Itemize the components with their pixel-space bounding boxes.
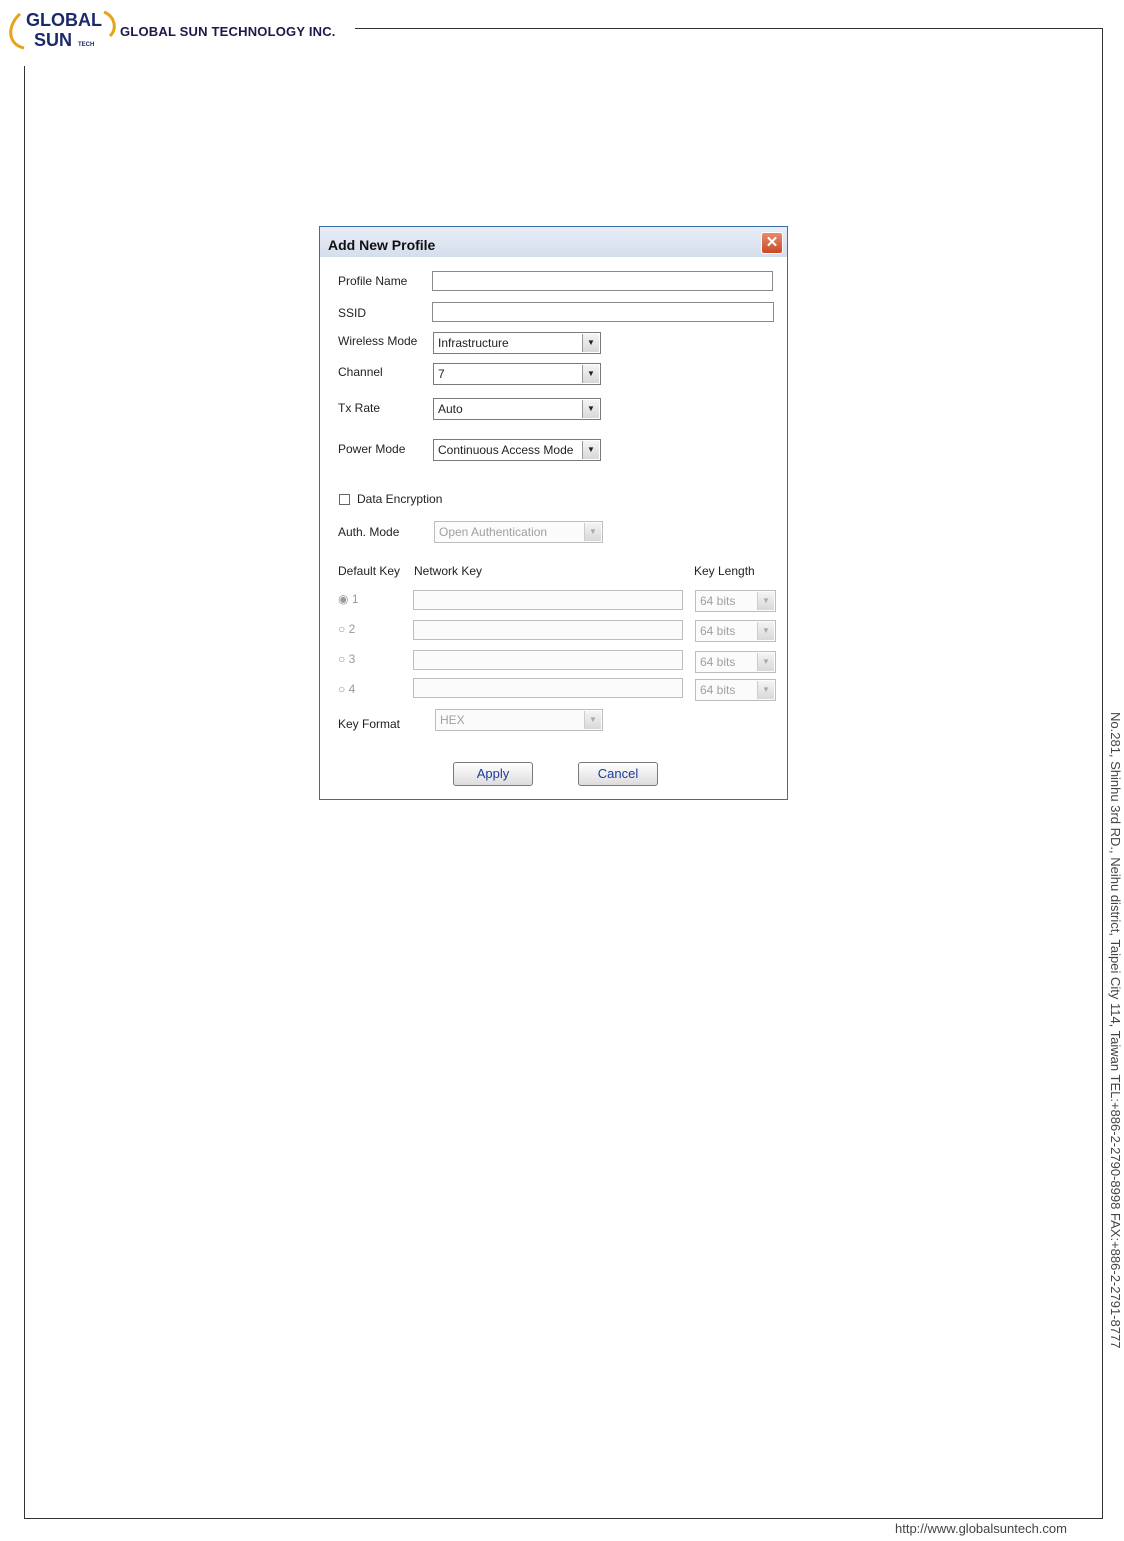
key-length-header: Key Length bbox=[694, 564, 755, 578]
key-length-select-1[interactable] bbox=[695, 590, 776, 612]
power-mode-label: Power Mode bbox=[338, 442, 406, 456]
radio-unselected-icon: ○ bbox=[338, 682, 346, 696]
default-key-radio-2[interactable] bbox=[338, 622, 355, 636]
apply-button[interactable]: Apply bbox=[453, 762, 533, 786]
key-length-value: 64 bits bbox=[700, 655, 736, 669]
channel-value: 7 bbox=[438, 367, 445, 381]
tx-rate-label: Tx Rate bbox=[338, 401, 381, 415]
channel-label: Channel bbox=[338, 365, 383, 379]
page-border-top bbox=[355, 28, 1103, 29]
profile-name-label: Profile Name bbox=[338, 274, 408, 288]
power-mode-value: Continuous Access Mode bbox=[438, 443, 574, 457]
chevron-down-icon: ▼ bbox=[757, 622, 774, 640]
network-key-input-1[interactable] bbox=[413, 590, 683, 610]
default-key-radio-1[interactable] bbox=[338, 592, 359, 606]
company-website: http://www.globalsuntech.com bbox=[895, 1521, 1067, 1536]
page-border-bottom bbox=[24, 1518, 1103, 1519]
chevron-down-icon: ▼ bbox=[584, 523, 601, 541]
tx-rate-value: Auto bbox=[438, 402, 463, 416]
channel-select[interactable] bbox=[433, 363, 601, 385]
page-border-right bbox=[1102, 28, 1103, 1518]
auth-mode-value: Open Authentication bbox=[439, 525, 548, 539]
data-encryption-label: Data Encryption bbox=[357, 492, 443, 506]
network-key-input-3[interactable] bbox=[413, 650, 683, 670]
key-length-select-4[interactable] bbox=[695, 679, 776, 701]
radio-unselected-icon: ○ bbox=[338, 652, 346, 666]
svg-text:TECH: TECH bbox=[78, 42, 95, 48]
network-key-input-4[interactable] bbox=[413, 678, 683, 698]
network-key-input-2[interactable] bbox=[413, 620, 683, 640]
key-format-select[interactable] bbox=[435, 709, 603, 731]
chevron-down-icon: ▼ bbox=[584, 711, 601, 729]
default-key-radio-3[interactable] bbox=[338, 652, 355, 666]
chevron-down-icon: ▼ bbox=[757, 592, 774, 610]
wireless-mode-value: Infrastructure bbox=[438, 336, 509, 350]
svg-text:GLOBAL: GLOBAL bbox=[26, 10, 102, 30]
key-length-select-3[interactable] bbox=[695, 651, 776, 673]
key-length-select-2[interactable] bbox=[695, 620, 776, 642]
auth-mode-label: Auth. Mode bbox=[338, 525, 400, 539]
key-length-value: 64 bits bbox=[700, 624, 736, 638]
svg-text:SUN: SUN bbox=[34, 30, 73, 50]
close-button[interactable] bbox=[761, 232, 783, 254]
tx-rate-select[interactable] bbox=[433, 398, 601, 420]
radio-unselected-icon: ○ bbox=[338, 622, 346, 636]
profile-name-input[interactable] bbox=[432, 271, 773, 291]
page-border-left bbox=[24, 66, 25, 1518]
cancel-button[interactable]: Cancel bbox=[578, 762, 658, 786]
close-icon: ✕ bbox=[765, 234, 779, 251]
ssid-input[interactable] bbox=[432, 302, 774, 322]
key-length-value: 64 bits bbox=[700, 683, 736, 697]
chevron-down-icon: ▼ bbox=[757, 681, 774, 699]
default-key-index: 2 bbox=[348, 622, 356, 636]
global-sun-logo bbox=[6, 4, 118, 56]
default-key-radio-4[interactable] bbox=[338, 682, 355, 696]
chevron-down-icon: ▼ bbox=[582, 400, 599, 418]
company-name: GLOBAL SUN TECHNOLOGY INC. bbox=[120, 24, 336, 39]
wireless-mode-label: Wireless Mode bbox=[338, 334, 418, 348]
auth-mode-select[interactable] bbox=[434, 521, 603, 543]
default-key-index: 3 bbox=[348, 652, 356, 666]
network-key-header: Network Key bbox=[414, 564, 483, 578]
chevron-down-icon: ▼ bbox=[582, 334, 599, 352]
default-key-index: 1 bbox=[351, 592, 359, 606]
radio-selected-icon: ◉ bbox=[338, 592, 349, 606]
key-format-value: HEX bbox=[440, 713, 465, 727]
wireless-mode-select[interactable] bbox=[433, 332, 601, 354]
key-format-label: Key Format bbox=[338, 717, 401, 731]
ssid-label: SSID bbox=[338, 306, 367, 320]
chevron-down-icon: ▼ bbox=[582, 365, 599, 383]
chevron-down-icon: ▼ bbox=[582, 441, 599, 459]
key-length-value: 64 bits bbox=[700, 594, 736, 608]
data-encryption-checkbox[interactable] bbox=[339, 494, 350, 505]
default-key-header: Default Key bbox=[338, 564, 401, 578]
chevron-down-icon: ▼ bbox=[757, 653, 774, 671]
default-key-index: 4 bbox=[348, 682, 356, 696]
dialog-title: Add New Profile bbox=[328, 237, 436, 253]
power-mode-select[interactable] bbox=[433, 439, 601, 461]
company-address: No.281, Shinhu 3rd RD., Neihu district, Taipei City 114, Taiwan TEL:+886-2-2790-8998 FAX:+886-2-2791-8777 bbox=[1108, 712, 1123, 1349]
